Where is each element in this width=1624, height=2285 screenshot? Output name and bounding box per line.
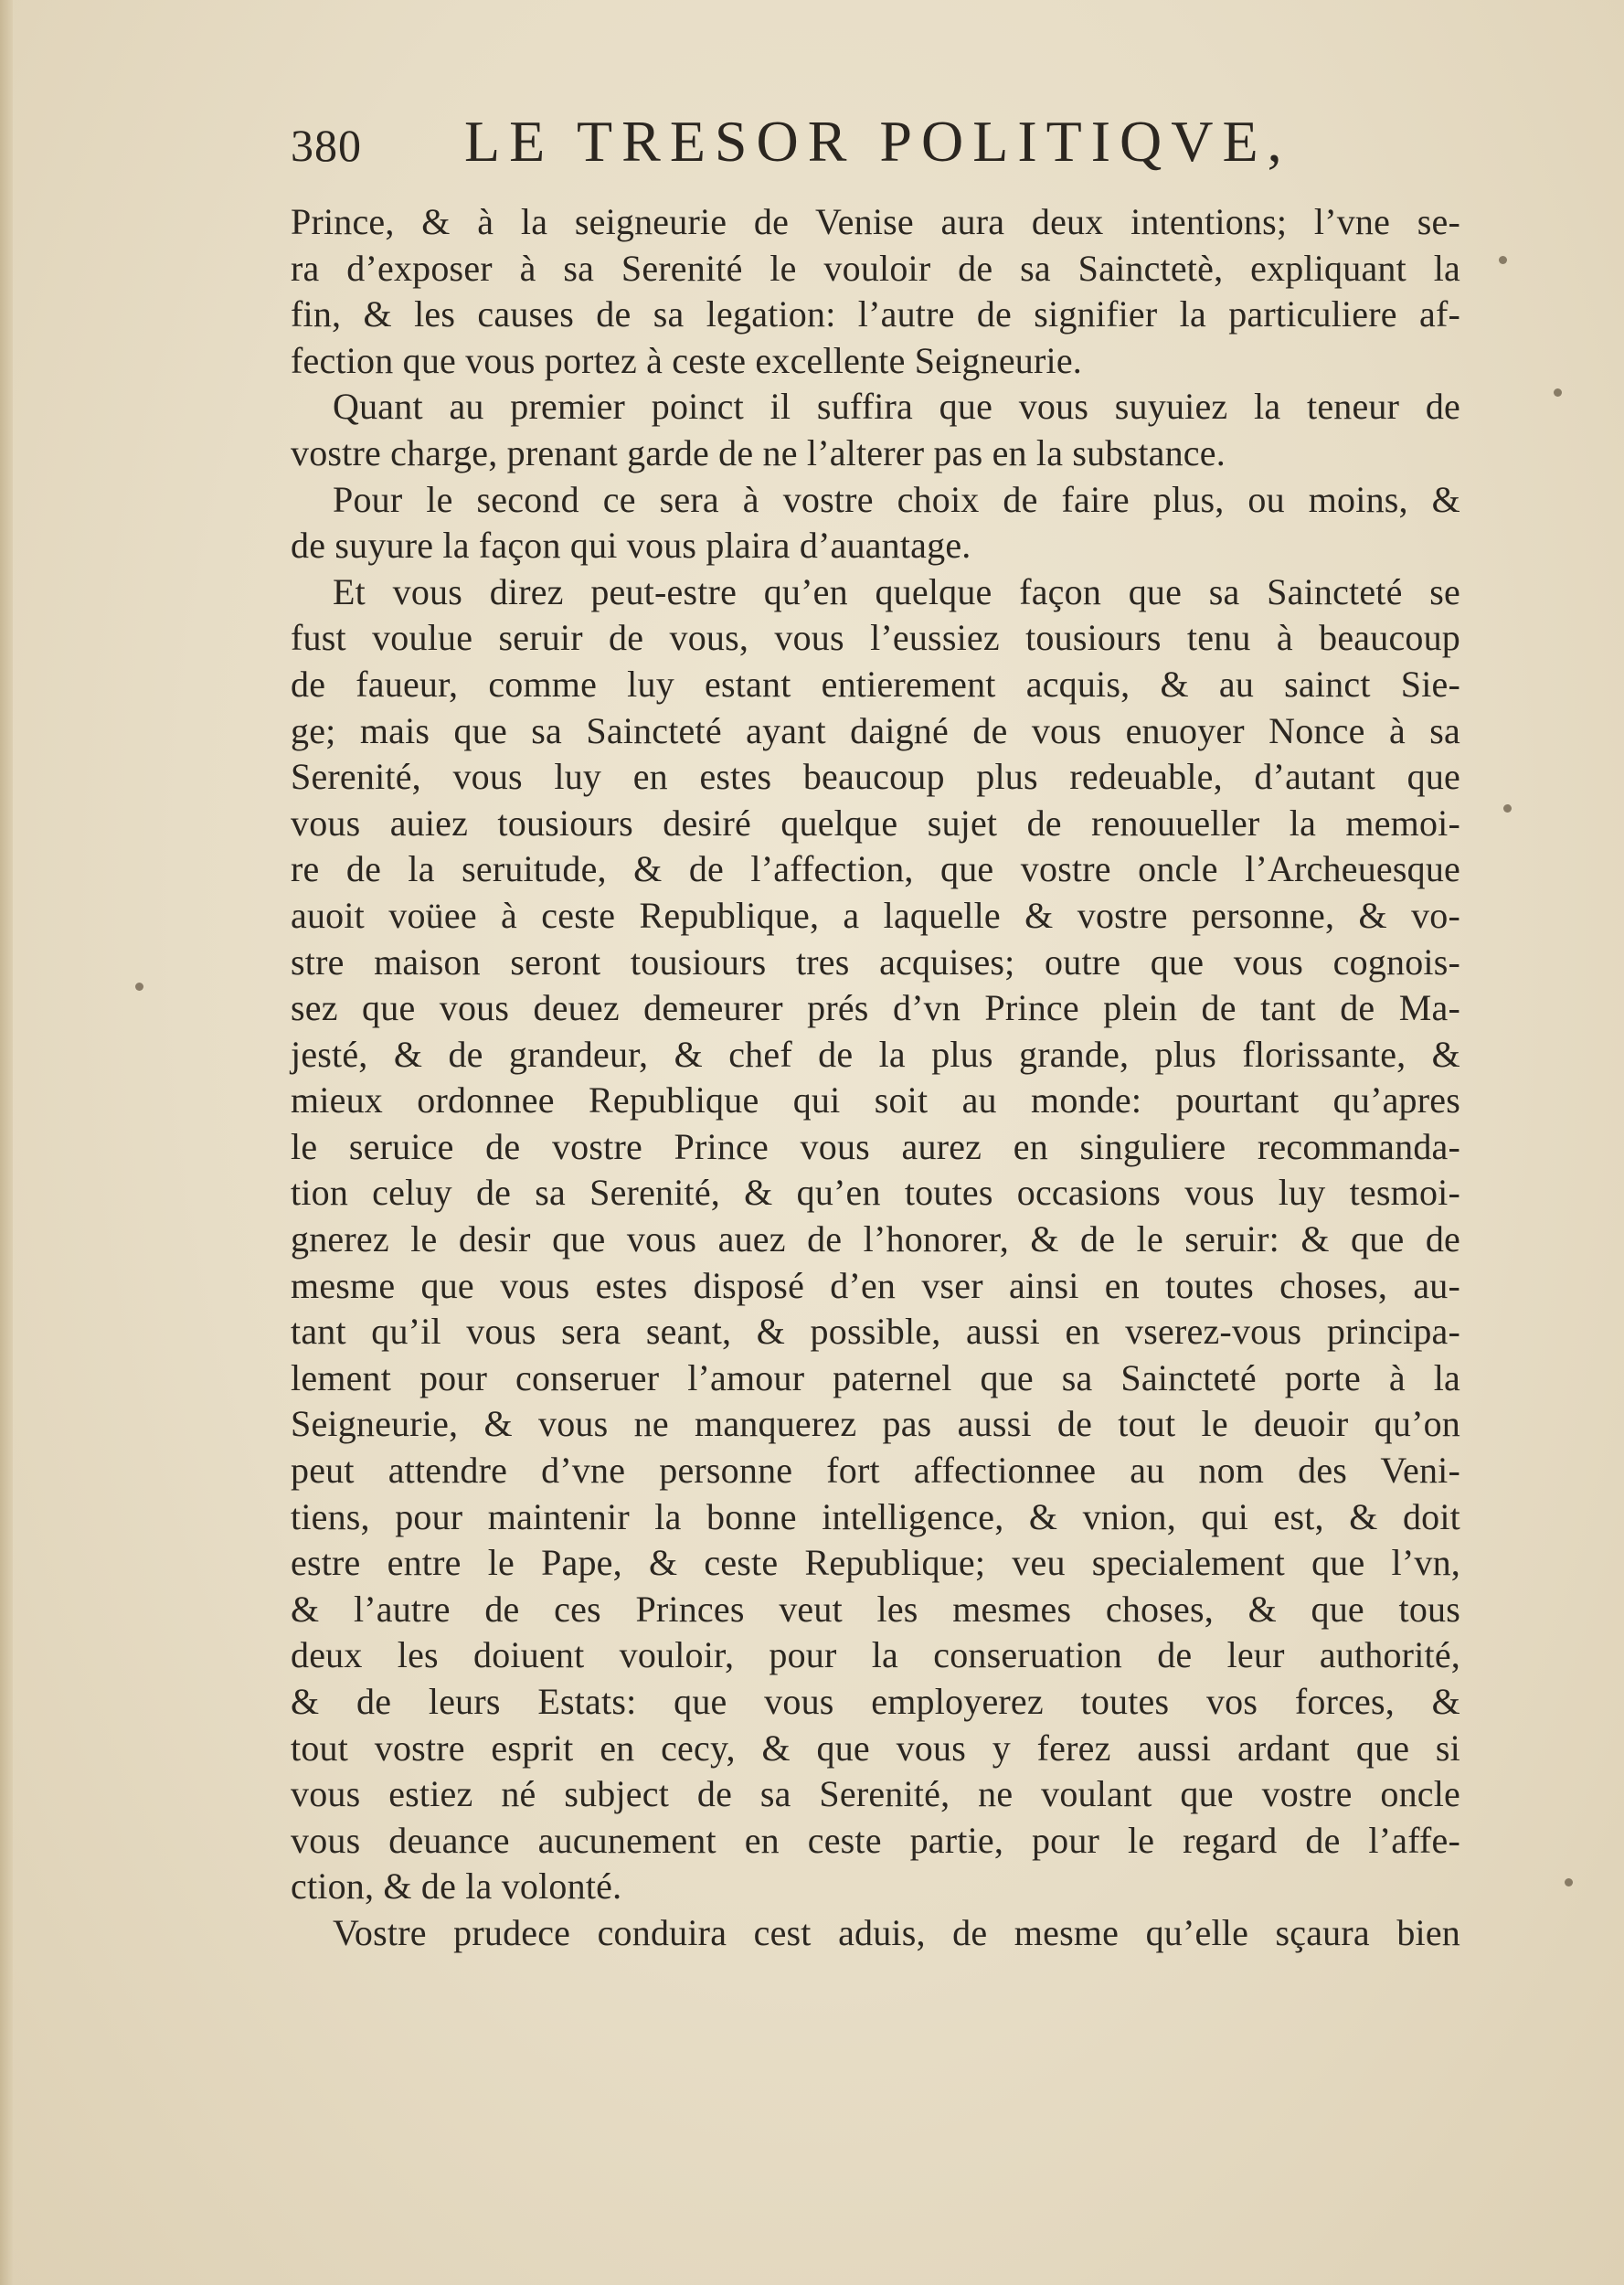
text-line: & de leurs Estats: que vous employerez toutes vos forces, &	[291, 1681, 1460, 1722]
ink-speck	[1503, 804, 1512, 813]
text-line: Pour le second ce sera à vostre choix de faire plus, ou moins, &	[333, 478, 1460, 520]
text-line: ra d’exposer à sa Serenité le vouloir de sa Sainctetè, expliquant la	[291, 247, 1460, 289]
text-line: stre maison seront tousiours tres acquises; outre que vous cognois-	[291, 941, 1460, 983]
text-line: Serenité, vous luy en estes beaucoup plus redeuable, d’autant que	[291, 756, 1460, 798]
text-line: auoit voüee à ceste Republique, a laquelle & vostre personne, & vo-	[291, 894, 1460, 936]
text-line: fin, & les causes de sa legation: l’autre de signifier la particuliere af-	[291, 293, 1460, 335]
text-line: tiens, pour maintenir la bonne intelligence, & vnion, qui est, & doit	[291, 1495, 1460, 1537]
text-line: vous estiez né subject de sa Serenité, ne voulant que vostre oncle	[291, 1773, 1460, 1815]
text-line: de suyure la façon qui vous plaira d’auantage.	[291, 525, 971, 567]
text-line: lement pour conseruer l’amour paternel que sa Saincteté porte à la	[291, 1356, 1460, 1398]
text-line: mieux ordonnee Republique qui soit au monde: pourtant qu’apres	[291, 1079, 1460, 1121]
text-line: Seigneurie, & vous ne manquerez pas aussi de tout le deuoir qu’on	[291, 1403, 1460, 1445]
text-block	[291, 108, 1460, 1957]
text-line: Et vous direz peut-estre qu’en quelque façon que sa Saincteté se	[333, 570, 1460, 612]
text-line: deux les doiuent vouloir, pour la conseruation de leur authorité,	[291, 1634, 1460, 1676]
text-line: peut attendre d’vne personne fort affectionnee au nom des Veni-	[291, 1450, 1460, 1492]
text-line: tion celuy de sa Serenité, & qu’en toutes occasions vous luy tesmoi-	[291, 1172, 1460, 1214]
body-text	[291, 199, 1460, 1957]
text-line: le seruice de vostre Prince vous aurez en singuliere recommanda-	[291, 1125, 1460, 1167]
text-line: Vostre prudece conduira cest aduis, de mesme qu’elle sçaura bien	[333, 1911, 1460, 1953]
ink-speck	[135, 983, 143, 991]
text-line: mesme que vous estes disposé d’en vser ainsi en toutes choses, au-	[291, 1264, 1460, 1306]
running-title: LE TRESOR POLITIQVE,	[464, 109, 1291, 174]
ink-speck	[1499, 256, 1507, 264]
text-line: estre entre le Pape, & ceste Republique; veu specialement que l’vn,	[291, 1542, 1460, 1584]
text-line: fection que vous portez à ceste excellente Seigneurie.	[291, 339, 1082, 381]
text-line: vostre charge, prenant garde de ne l’alterer pas en la substance.	[291, 431, 1226, 473]
ink-speck	[1565, 1878, 1573, 1886]
page-gutter-shadow	[0, 0, 13, 2285]
ink-speck	[1554, 388, 1562, 397]
text-line: sez que vous deuez demeurer prés d’vn Prince plein de tant de Ma-	[291, 987, 1460, 1029]
text-line: ction, & de la volonté.	[291, 1865, 622, 1908]
text-line: & l’autre de ces Princes veut les mesmes choses, & que tous	[291, 1588, 1460, 1630]
text-line: gnerez le desir que vous auez de l’honorer, & de le seruir: & que de	[291, 1218, 1460, 1260]
text-line: de faueur, comme luy estant entierement acquis, & au sainct Sie-	[291, 663, 1460, 705]
text-line: tout vostre esprit en cecy, & que vous y ferez aussi ardant que si	[291, 1727, 1460, 1769]
page-number: 380	[291, 120, 362, 171]
text-line: jesté, & de grandeur, & chef de la plus grande, plus florissante, &	[291, 1033, 1460, 1075]
text-line: vous auiez tousiours desiré quelque sujet de renouueller la memoi-	[291, 802, 1460, 844]
text-line: tant qu’il vous sera seant, & possible, aussi en vserez-vous principa-	[291, 1311, 1460, 1353]
text-line: Quant au premier poinct il suffira que vous suyuiez la teneur de	[333, 386, 1460, 428]
text-line: ge; mais que sa Saincteté ayant daigné de vous enuoyer Nonce à sa	[291, 709, 1460, 751]
text-line: fust voulue seruir de vous, vous l’eussiez tousiours tenu à beaucoup	[291, 617, 1460, 659]
text-line: re de la seruitude, & de l’affection, que vostre oncle l’Archeuesque	[291, 848, 1460, 890]
running-head	[291, 108, 1460, 199]
text-line: Prince, & à la seigneurie de Venise aura deux intentions; l’vne se-	[291, 201, 1460, 242]
text-line: vous deuance aucunement en ceste partie, pour le regard de l’affe-	[291, 1819, 1460, 1861]
